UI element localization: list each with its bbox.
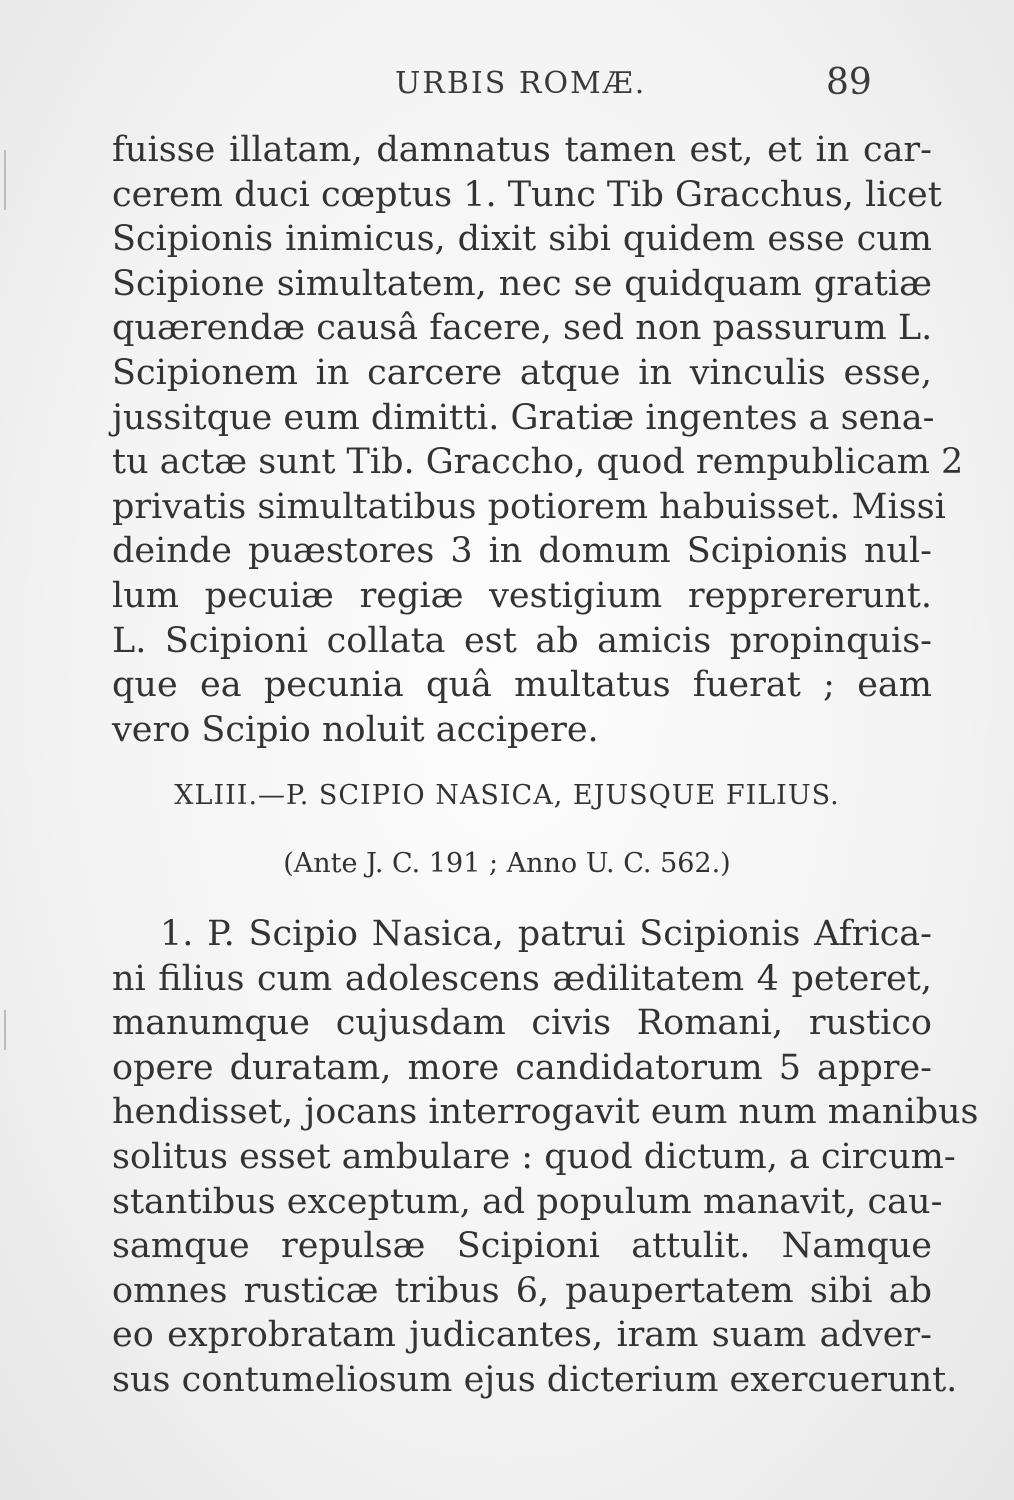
text-line: vero Scipio noluit accipere. [112, 709, 599, 750]
text-line: jussitque eum dimitti. Gratiæ ingentes a sena- [112, 397, 935, 438]
section-heading: XLIII.—P. SCIPIO NASICA, EJUSQUE FILIUS. [174, 780, 840, 811]
running-head [0, 62, 1014, 112]
text-line: eo exprobratam judicantes, iram suam adver- [112, 1315, 932, 1356]
section-date: (Ante J. C. 191 ; Anno U. C. 562.) [283, 848, 731, 879]
text-line: L. Scipioni collata est ab amicis propinquis- [112, 620, 932, 661]
paragraph-continued [112, 128, 964, 752]
text-line: samque repulsæ Scipioni attulit. Namque [112, 1226, 932, 1267]
text-line: cerem duci cœptus 1. Tunc Tib Gracchus, licet [112, 174, 942, 215]
text-line: Scipionis inimicus, dixit sibi quidem esse cum [112, 219, 932, 260]
text-line: deinde puæstores 3 in domum Scipionis nul- [112, 531, 932, 572]
text-line: sus contumeliosum ejus dicterium exercuerunt. [112, 1359, 958, 1400]
running-title: URBIS ROMÆ. [395, 66, 647, 101]
text-line: solitus esset ambulare : quod dictum, a circum- [112, 1136, 956, 1177]
text-line: hendisset, jocans interrogavit eum num manibus [112, 1092, 979, 1133]
text-line: Scipionem in carcere atque in vinculis esse, [112, 352, 932, 393]
text-line: omnes rusticæ tribus 6, paupertatem sibi ab [112, 1270, 932, 1311]
text-line: quærendæ causâ facere, sed non passurum L. [112, 308, 933, 349]
text-line: privatis simultatibus potiorem habuisset. Missi [112, 486, 946, 527]
text-line: opere duratam, more candidatorum 5 appre- [112, 1047, 932, 1088]
gutter-shadow [4, 1010, 6, 1050]
gutter-shadow [4, 150, 6, 210]
text-line: tu actæ sunt Tib. Graccho, quod rempublicam 2 [112, 442, 964, 483]
text-line: Scipione simultatem, nec se quidquam gratiæ [112, 263, 932, 304]
page-number: 89 [826, 62, 872, 103]
text-line: 1. P. Scipio Nasica, patrui Scipionis Africa- [160, 914, 932, 954]
text-line: stantibus exceptum, ad populum manavit, cau- [112, 1181, 943, 1222]
text-line: fuisse illatam, damnatus tamen est, et in car- [112, 130, 932, 170]
text-line: manumque cujusdam civis Romani, rustico [112, 1003, 932, 1044]
paragraph-section-1 [112, 912, 979, 1403]
text-line: lum pecuiæ regiæ vestigium repprererunt. [112, 575, 932, 616]
text-line: ni filius cum adolescens ædilitatem 4 peteret, [112, 958, 932, 999]
text-line: que ea pecunia quâ multatus fuerat ; eam [112, 665, 932, 706]
